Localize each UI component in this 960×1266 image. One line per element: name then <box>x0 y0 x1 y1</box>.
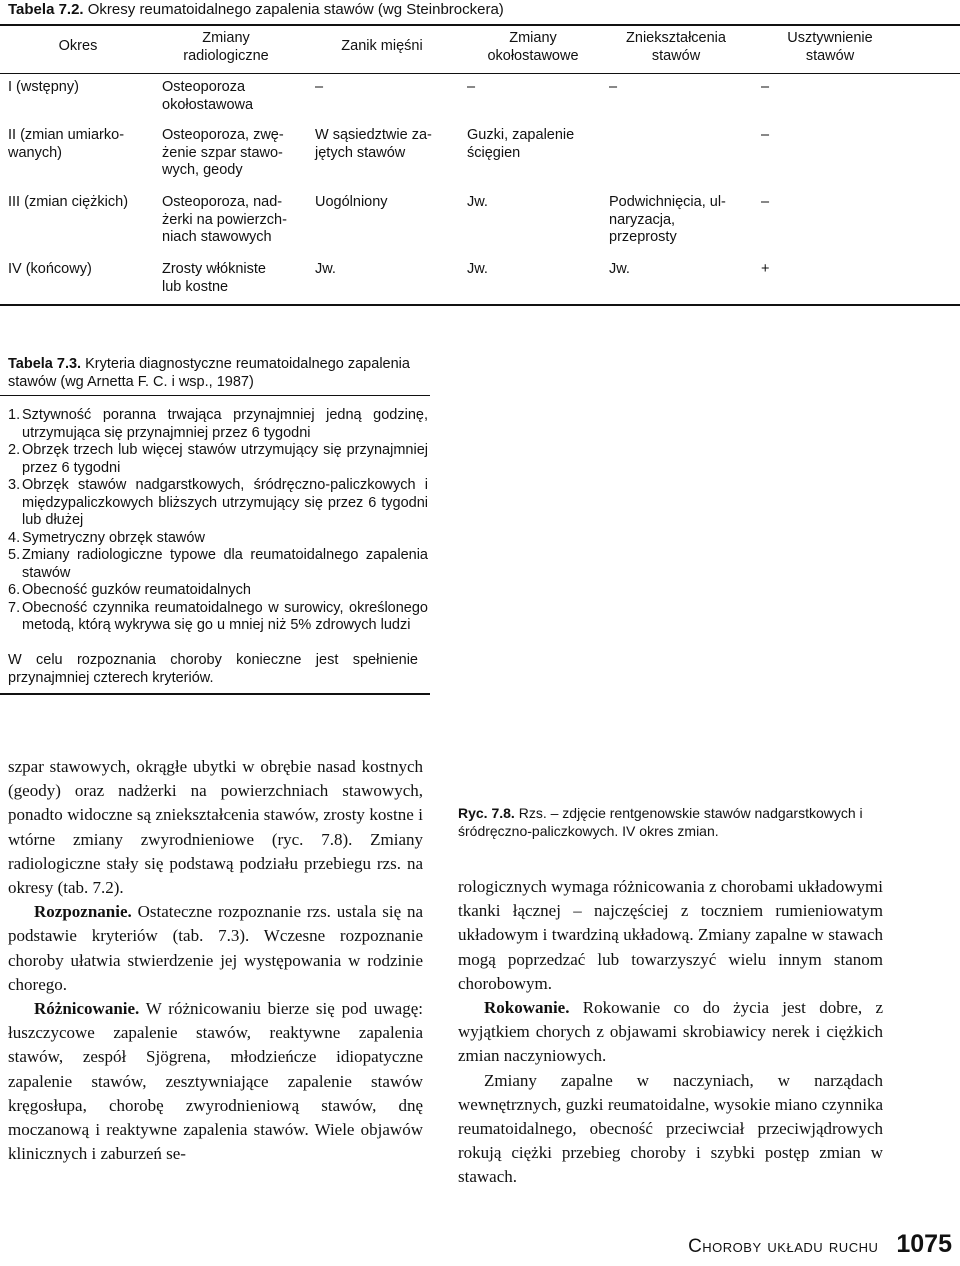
paragraph: rologicznych wymaga różnicowania z chorobami układowymi tkanki łącznej – najczęściej z toczniem rumieniowatym układowym i twardziną układową. Zmiany zapalne w stawach mogą poprzedzać lub towarzyszyć wielu innym stanom chorobowym. <box>458 877 883 993</box>
table-7-2-title: Okresy reumatoidalnego zapalenia stawów (wg Steinbrockera) <box>87 1 504 18</box>
table-7-3-label: Tabela 7.3. <box>8 356 82 372</box>
table-7-2-cell: W sąsiedztwie za- jętych stawów <box>315 127 432 161</box>
table-7-2-cell: Podwichnięcia, ul- naryzacja, przeprosty <box>609 194 726 245</box>
table-7-2-header: Zniekształcenia stawów <box>626 30 726 64</box>
table-7-2-cell: Osteoporoza, nad- żerki na powierzch- niach stawowych <box>162 194 287 245</box>
table-7-2-cell: – <box>467 79 476 95</box>
table-7-2-cell: Jw. <box>609 261 630 277</box>
table-7-2-cell: Osteoporoza okołostawowa <box>162 79 254 113</box>
table-7-2-cell: III (zmian ciężkich) <box>8 194 129 210</box>
paragraph-heading: Różnicowanie. <box>34 999 140 1019</box>
page-number: 1075 <box>896 1230 952 1258</box>
paragraph: szpar stawowych, okrągłe ubytki w obrębie nasad kostnych (geody) oraz nadżerki na powierzchniach stawowych, ponadto widoczne są zniekształcenia stawów, zrosty kostne i wtórne zmiany zwyrodnieniowe (ryc. 7.8). Zmiany radiologiczne stały się podstawą podziału przebiegu rzs. na okresy (tab. 7.2). <box>8 757 423 898</box>
table-7-2-cell: Zrosty włókniste lub kostne <box>162 261 266 295</box>
body-column-right <box>458 875 883 1190</box>
table-7-2-cell: IV (końcowy) <box>8 261 92 277</box>
table-7-2-header: Zmiany radiologiczne <box>183 30 269 64</box>
table-7-2-cell: – <box>609 79 618 95</box>
figure-label: Ryc. 7.8. <box>458 805 515 821</box>
table-7-2-label: Tabela 7.2. <box>8 1 84 18</box>
criteria-list <box>8 407 428 635</box>
list-item: 5. Zmiany radiologiczne typowe dla reumatoidalnego zapalenia stawów <box>8 547 428 581</box>
table-7-2-header: Okres <box>58 38 98 54</box>
table-7-2-header: Zmiany okołostawowe <box>487 30 579 64</box>
table-7-2-cell: Jw. <box>467 194 488 210</box>
table-7-2-header: Zanik mięśni <box>341 38 423 54</box>
page-footer <box>688 1230 952 1259</box>
table-7-2-cell: – <box>761 79 770 95</box>
table-7-3-bottom-rule <box>0 693 430 695</box>
list-item: 7. Obecność czynnika reumatoidalnego w surowicy, określonego metodą, którą wykrywa się go u mniej niż 5% zdrowych ludzi <box>8 599 428 633</box>
table-7-2-cell: – <box>761 127 770 143</box>
table-7-2-cell: I (wstępny) <box>8 79 79 95</box>
figure-caption <box>458 805 878 840</box>
paragraph: Zmiany zapalne w naczyniach, w narządach wewnętrznych, guzki reumatoidalne, wysokie miano czynnika reumatoidalnego, obecność przeciwciał przeciwjądrowych rokują ciężki przebieg choroby i szybki postęp zmian w stawach. <box>458 1070 883 1187</box>
list-item: 2. Obrzęk trzech lub więcej stawów utrzymujący się przynajmniej przez 6 tygodni <box>8 442 428 476</box>
list-item: 3. Obrzęk stawów nadgarstkowych, śródręczno-paliczkowych i międzypaliczkowych bliższych utrzymujący się przez 6 tygodni lub dłużej <box>8 477 428 528</box>
table-7-3-caption <box>8 356 426 391</box>
table-7-2-cell: Osteoporoza, zwę- żenie szpar stawo- wych, geody <box>162 127 284 178</box>
table-7-3-top-rule <box>0 395 430 396</box>
table-7-2-cell: + <box>761 261 770 277</box>
paragraph: Rozpoznanie. Ostateczne rozpoznanie rzs. ustala się na podstawie kryteriów (tab. 7.3). Wczesne rozpoznanie choroby ułatwia stwierdzenie jej występowania w rodzinie chorego. <box>8 902 423 994</box>
running-footer-section: Choroby układu ruchu <box>688 1236 879 1257</box>
table-7-2-cell: Guzki, zapalenie ścięgien <box>467 127 575 161</box>
paragraph: Różnicowanie. W różnicowaniu bierze się pod uwagę: łuszczycowe zapalenie stawów, reaktywne zapalenia stawów, zespół Sjögrena, młodzieńcze idiopatyczne zapalenie stawów, zesztywniające zapalenie stawów kręgosłupa, chorobę zwyrodnieniową stawów, dnę moczanową i reaktywne zapalenia stawów. Wiele objawów klinicznych i zaburzeń se- <box>8 999 423 1164</box>
table-7-2-cell: Jw. <box>315 261 336 277</box>
table-7-3-title: Kryteria diagnostyczne reumatoidalnego zapalenia stawów (wg Arnetta F. C. i wsp., 1987) <box>8 356 410 390</box>
table-7-2-header: Usztywnienie stawów <box>787 30 873 64</box>
table-7-2-cell: – <box>761 194 770 210</box>
table-7-2 <box>0 0 960 310</box>
list-item: 4. Symetryczny obrzęk stawów <box>8 529 205 546</box>
table-7-2-cell: Jw. <box>467 261 488 277</box>
body-column-left <box>8 755 423 1166</box>
list-item: 1. Sztywność poranna trwająca przynajmniej jedną godzinę, utrzymująca się przynajmniej przez 6 tygodni <box>8 407 428 441</box>
figure-text: Rzs. – zdjęcie rentgenowskie stawów nadgarstkowych i śródręczno-paliczkowych. IV okres zmian. <box>458 805 863 839</box>
paragraph-heading: Rozpoznanie. <box>34 902 132 922</box>
table-7-2-cell: – <box>315 79 324 95</box>
paragraph: Rokowanie. Rokowanie co do życia jest dobre, z wyjątkiem chorych z objawami skrobiawicy nerek i ciężkich zmian naczyniowych. <box>458 998 883 1066</box>
table-7-2-cell: Uogólniony <box>315 194 388 210</box>
criteria-note: W celu rozpoznania choroby konieczne jest spełnienie przynajmniej czterech kryteriów. <box>8 652 418 686</box>
table-7-2-cell: II (zmian umiarko- wanych) <box>8 127 125 161</box>
list-item: 6. Obecność guzków reumatoidalnych <box>8 582 251 598</box>
paragraph-heading: Rokowanie. <box>484 998 570 1018</box>
